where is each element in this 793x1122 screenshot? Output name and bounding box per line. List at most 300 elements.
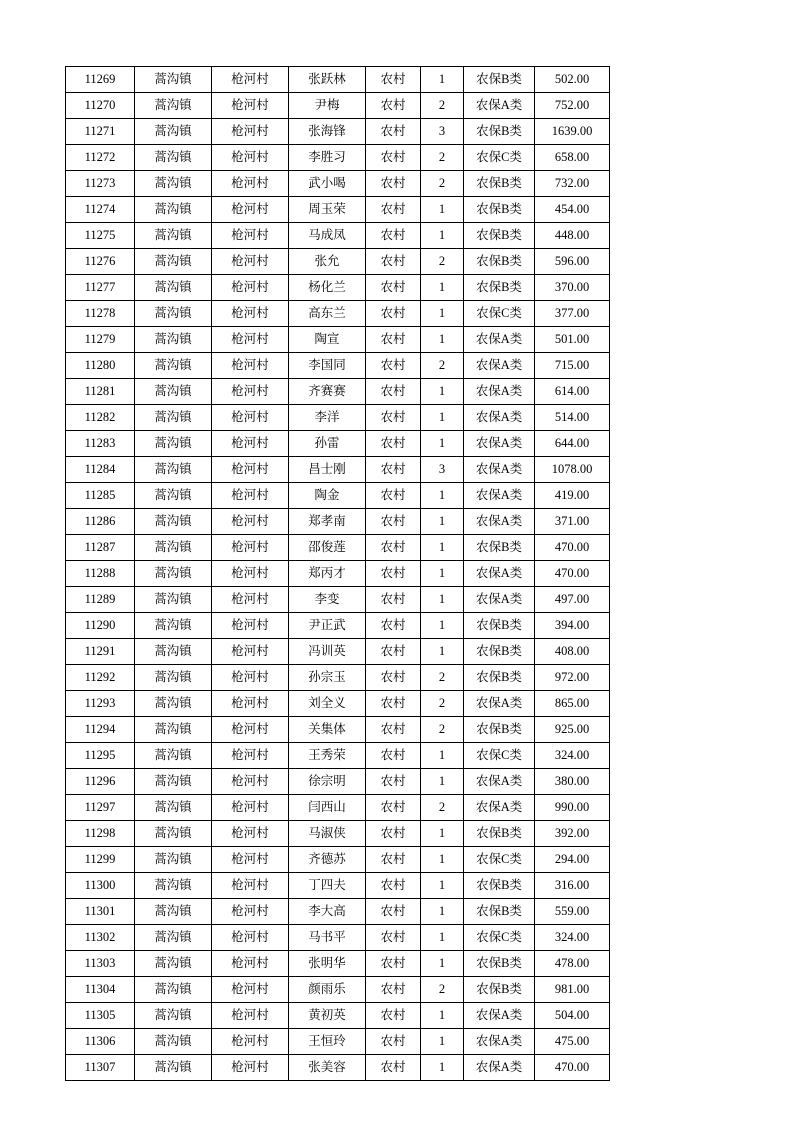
cell-name: 昌士刚 (289, 457, 366, 483)
table-row (66, 977, 610, 1003)
cell-id: 11279 (66, 327, 135, 353)
cell-count: 1 (421, 587, 464, 613)
cell-amount: 316.00 (535, 873, 610, 899)
cell-type: 农村 (366, 93, 421, 119)
cell-category: 农保B类 (464, 275, 535, 301)
table-row (66, 743, 610, 769)
cell-category: 农保A类 (464, 561, 535, 587)
cell-village: 枪河村 (212, 249, 289, 275)
cell-town: 蒿沟镇 (135, 769, 212, 795)
cell-count: 2 (421, 795, 464, 821)
cell-type: 农村 (366, 847, 421, 873)
cell-name: 马成凤 (289, 223, 366, 249)
cell-amount: 501.00 (535, 327, 610, 353)
cell-id: 11270 (66, 93, 135, 119)
cell-name: 王恒玲 (289, 1029, 366, 1055)
cell-name: 齐德苏 (289, 847, 366, 873)
cell-type: 农村 (366, 405, 421, 431)
subsidy-table (65, 66, 610, 1081)
cell-town: 蒿沟镇 (135, 1055, 212, 1081)
cell-name: 武小喝 (289, 171, 366, 197)
cell-id: 11306 (66, 1029, 135, 1055)
cell-name: 杨化兰 (289, 275, 366, 301)
cell-category: 农保A类 (464, 1055, 535, 1081)
cell-count: 2 (421, 977, 464, 1003)
cell-town: 蒿沟镇 (135, 145, 212, 171)
table-row (66, 327, 610, 353)
cell-count: 2 (421, 353, 464, 379)
table-row (66, 951, 610, 977)
cell-id: 11273 (66, 171, 135, 197)
cell-type: 农村 (366, 821, 421, 847)
table-row (66, 249, 610, 275)
cell-type: 农村 (366, 119, 421, 145)
cell-town: 蒿沟镇 (135, 197, 212, 223)
cell-town: 蒿沟镇 (135, 93, 212, 119)
cell-id: 11278 (66, 301, 135, 327)
cell-amount: 294.00 (535, 847, 610, 873)
cell-town: 蒿沟镇 (135, 535, 212, 561)
cell-village: 枪河村 (212, 171, 289, 197)
cell-count: 1 (421, 1055, 464, 1081)
cell-count: 1 (421, 1029, 464, 1055)
cell-name: 孙雷 (289, 431, 366, 457)
cell-type: 农村 (366, 509, 421, 535)
table-row (66, 431, 610, 457)
cell-town: 蒿沟镇 (135, 379, 212, 405)
cell-id: 11297 (66, 795, 135, 821)
cell-name: 张美容 (289, 1055, 366, 1081)
cell-category: 农保A类 (464, 769, 535, 795)
cell-count: 1 (421, 379, 464, 405)
table-row (66, 405, 610, 431)
cell-category: 农保B类 (464, 665, 535, 691)
cell-count: 2 (421, 691, 464, 717)
cell-village: 枪河村 (212, 93, 289, 119)
cell-id: 11304 (66, 977, 135, 1003)
table-row (66, 613, 610, 639)
cell-category: 农保A类 (464, 587, 535, 613)
cell-category: 农保B类 (464, 67, 535, 93)
cell-amount: 514.00 (535, 405, 610, 431)
cell-village: 枪河村 (212, 561, 289, 587)
cell-village: 枪河村 (212, 275, 289, 301)
table-row (66, 301, 610, 327)
table-row (66, 457, 610, 483)
cell-category: 农保B类 (464, 535, 535, 561)
cell-village: 枪河村 (212, 665, 289, 691)
cell-amount: 732.00 (535, 171, 610, 197)
cell-type: 农村 (366, 743, 421, 769)
cell-amount: 644.00 (535, 431, 610, 457)
cell-town: 蒿沟镇 (135, 795, 212, 821)
cell-count: 1 (421, 561, 464, 587)
cell-category: 农保A类 (464, 1029, 535, 1055)
cell-amount: 972.00 (535, 665, 610, 691)
cell-id: 11302 (66, 925, 135, 951)
cell-town: 蒿沟镇 (135, 717, 212, 743)
cell-id: 11269 (66, 67, 135, 93)
cell-id: 11281 (66, 379, 135, 405)
cell-amount: 559.00 (535, 899, 610, 925)
cell-id: 11272 (66, 145, 135, 171)
cell-count: 1 (421, 925, 464, 951)
cell-name: 郑丙才 (289, 561, 366, 587)
cell-name: 齐赛赛 (289, 379, 366, 405)
cell-category: 农保C类 (464, 301, 535, 327)
cell-amount: 377.00 (535, 301, 610, 327)
cell-name: 尹正武 (289, 613, 366, 639)
table-row (66, 665, 610, 691)
cell-village: 枪河村 (212, 847, 289, 873)
cell-village: 枪河村 (212, 951, 289, 977)
cell-count: 1 (421, 301, 464, 327)
cell-id: 11307 (66, 1055, 135, 1081)
cell-amount: 596.00 (535, 249, 610, 275)
cell-type: 农村 (366, 795, 421, 821)
cell-count: 1 (421, 847, 464, 873)
cell-town: 蒿沟镇 (135, 275, 212, 301)
cell-name: 丁四夫 (289, 873, 366, 899)
cell-village: 枪河村 (212, 899, 289, 925)
cell-village: 枪河村 (212, 925, 289, 951)
cell-id: 11282 (66, 405, 135, 431)
cell-category: 农保B类 (464, 119, 535, 145)
cell-category: 农保A类 (464, 483, 535, 509)
table-row (66, 717, 610, 743)
cell-count: 1 (421, 223, 464, 249)
cell-count: 1 (421, 197, 464, 223)
cell-name: 陶宣 (289, 327, 366, 353)
cell-town: 蒿沟镇 (135, 561, 212, 587)
cell-amount: 504.00 (535, 1003, 610, 1029)
cell-town: 蒿沟镇 (135, 301, 212, 327)
cell-amount: 658.00 (535, 145, 610, 171)
cell-type: 农村 (366, 639, 421, 665)
cell-type: 农村 (366, 873, 421, 899)
cell-id: 11288 (66, 561, 135, 587)
table-row (66, 67, 610, 93)
cell-count: 1 (421, 327, 464, 353)
cell-count: 1 (421, 743, 464, 769)
cell-village: 枪河村 (212, 67, 289, 93)
cell-type: 农村 (366, 431, 421, 457)
table-row (66, 171, 610, 197)
cell-type: 农村 (366, 613, 421, 639)
cell-count: 1 (421, 483, 464, 509)
cell-id: 11296 (66, 769, 135, 795)
cell-count: 1 (421, 1003, 464, 1029)
cell-village: 枪河村 (212, 145, 289, 171)
table-row (66, 379, 610, 405)
cell-id: 11290 (66, 613, 135, 639)
cell-type: 农村 (366, 587, 421, 613)
table-row (66, 1003, 610, 1029)
cell-count: 2 (421, 665, 464, 691)
cell-village: 枪河村 (212, 795, 289, 821)
cell-amount: 497.00 (535, 587, 610, 613)
cell-id: 11291 (66, 639, 135, 665)
cell-village: 枪河村 (212, 769, 289, 795)
cell-id: 11284 (66, 457, 135, 483)
table-row (66, 587, 610, 613)
table-row (66, 223, 610, 249)
cell-amount: 865.00 (535, 691, 610, 717)
cell-count: 1 (421, 769, 464, 795)
cell-count: 2 (421, 171, 464, 197)
cell-id: 11280 (66, 353, 135, 379)
cell-type: 农村 (366, 769, 421, 795)
cell-name: 张跃林 (289, 67, 366, 93)
cell-category: 农保A类 (464, 431, 535, 457)
cell-name: 高东兰 (289, 301, 366, 327)
cell-type: 农村 (366, 379, 421, 405)
cell-category: 农保A类 (464, 353, 535, 379)
cell-amount: 478.00 (535, 951, 610, 977)
cell-category: 农保A类 (464, 457, 535, 483)
cell-village: 枪河村 (212, 743, 289, 769)
cell-village: 枪河村 (212, 821, 289, 847)
cell-town: 蒿沟镇 (135, 873, 212, 899)
cell-name: 关集体 (289, 717, 366, 743)
cell-town: 蒿沟镇 (135, 457, 212, 483)
cell-category: 农保A类 (464, 509, 535, 535)
cell-amount: 470.00 (535, 535, 610, 561)
cell-count: 1 (421, 899, 464, 925)
cell-village: 枪河村 (212, 1029, 289, 1055)
cell-type: 农村 (366, 457, 421, 483)
cell-amount: 370.00 (535, 275, 610, 301)
cell-category: 农保B类 (464, 951, 535, 977)
cell-town: 蒿沟镇 (135, 223, 212, 249)
cell-name: 王秀荣 (289, 743, 366, 769)
cell-id: 11298 (66, 821, 135, 847)
table-row (66, 535, 610, 561)
cell-category: 农保B类 (464, 977, 535, 1003)
cell-type: 农村 (366, 275, 421, 301)
table-row (66, 769, 610, 795)
cell-amount: 419.00 (535, 483, 610, 509)
cell-village: 枪河村 (212, 1055, 289, 1081)
table-row (66, 197, 610, 223)
cell-category: 农保C类 (464, 145, 535, 171)
cell-count: 1 (421, 275, 464, 301)
cell-type: 农村 (366, 1029, 421, 1055)
table-row (66, 145, 610, 171)
cell-name: 郑孝南 (289, 509, 366, 535)
table-row (66, 1055, 610, 1081)
cell-type: 农村 (366, 249, 421, 275)
cell-count: 1 (421, 951, 464, 977)
cell-id: 11283 (66, 431, 135, 457)
table-row (66, 873, 610, 899)
cell-town: 蒿沟镇 (135, 665, 212, 691)
cell-type: 农村 (366, 925, 421, 951)
cell-town: 蒿沟镇 (135, 899, 212, 925)
cell-amount: 394.00 (535, 613, 610, 639)
cell-count: 2 (421, 93, 464, 119)
cell-type: 农村 (366, 197, 421, 223)
cell-village: 枪河村 (212, 405, 289, 431)
cell-count: 2 (421, 717, 464, 743)
cell-count: 1 (421, 535, 464, 561)
cell-name: 李变 (289, 587, 366, 613)
cell-amount: 371.00 (535, 509, 610, 535)
cell-category: 农保B类 (464, 613, 535, 639)
cell-count: 3 (421, 457, 464, 483)
cell-village: 枪河村 (212, 353, 289, 379)
cell-town: 蒿沟镇 (135, 691, 212, 717)
cell-amount: 1078.00 (535, 457, 610, 483)
cell-name: 周玉荣 (289, 197, 366, 223)
cell-village: 枪河村 (212, 483, 289, 509)
cell-category: 农保B类 (464, 821, 535, 847)
cell-village: 枪河村 (212, 327, 289, 353)
cell-town: 蒿沟镇 (135, 249, 212, 275)
cell-amount: 1639.00 (535, 119, 610, 145)
cell-amount: 981.00 (535, 977, 610, 1003)
cell-amount: 990.00 (535, 795, 610, 821)
cell-category: 农保A类 (464, 1003, 535, 1029)
cell-category: 农保B类 (464, 249, 535, 275)
cell-type: 农村 (366, 691, 421, 717)
cell-town: 蒿沟镇 (135, 431, 212, 457)
table-row (66, 509, 610, 535)
cell-name: 刘全义 (289, 691, 366, 717)
cell-name: 马书平 (289, 925, 366, 951)
cell-type: 农村 (366, 1055, 421, 1081)
cell-amount: 614.00 (535, 379, 610, 405)
cell-name: 李国同 (289, 353, 366, 379)
cell-village: 枪河村 (212, 457, 289, 483)
cell-type: 农村 (366, 171, 421, 197)
cell-category: 农保A类 (464, 327, 535, 353)
cell-village: 枪河村 (212, 613, 289, 639)
subsidy-table-wrapper (65, 66, 593, 1081)
cell-amount: 324.00 (535, 925, 610, 951)
cell-town: 蒿沟镇 (135, 119, 212, 145)
cell-town: 蒿沟镇 (135, 509, 212, 535)
cell-town: 蒿沟镇 (135, 171, 212, 197)
cell-category: 农保B类 (464, 899, 535, 925)
cell-id: 11305 (66, 1003, 135, 1029)
cell-count: 1 (421, 613, 464, 639)
cell-category: 农保C类 (464, 925, 535, 951)
cell-id: 11303 (66, 951, 135, 977)
cell-id: 11294 (66, 717, 135, 743)
cell-category: 农保B类 (464, 171, 535, 197)
table-row (66, 1029, 610, 1055)
cell-village: 枪河村 (212, 379, 289, 405)
cell-town: 蒿沟镇 (135, 743, 212, 769)
cell-town: 蒿沟镇 (135, 639, 212, 665)
table-row (66, 847, 610, 873)
cell-town: 蒿沟镇 (135, 587, 212, 613)
cell-amount: 408.00 (535, 639, 610, 665)
cell-id: 11271 (66, 119, 135, 145)
cell-amount: 475.00 (535, 1029, 610, 1055)
cell-type: 农村 (366, 353, 421, 379)
cell-type: 农村 (366, 665, 421, 691)
cell-category: 农保A类 (464, 405, 535, 431)
cell-count: 1 (421, 67, 464, 93)
cell-category: 农保B类 (464, 873, 535, 899)
cell-name: 颜雨乐 (289, 977, 366, 1003)
cell-name: 李洋 (289, 405, 366, 431)
cell-village: 枪河村 (212, 431, 289, 457)
cell-id: 11289 (66, 587, 135, 613)
table-row (66, 561, 610, 587)
cell-type: 农村 (366, 327, 421, 353)
cell-id: 11301 (66, 899, 135, 925)
cell-id: 11292 (66, 665, 135, 691)
table-row (66, 353, 610, 379)
cell-name: 马淑侠 (289, 821, 366, 847)
cell-category: 农保A类 (464, 93, 535, 119)
cell-id: 11286 (66, 509, 135, 535)
cell-town: 蒿沟镇 (135, 1029, 212, 1055)
cell-amount: 324.00 (535, 743, 610, 769)
cell-town: 蒿沟镇 (135, 847, 212, 873)
cell-count: 1 (421, 821, 464, 847)
cell-category: 农保B类 (464, 717, 535, 743)
cell-type: 农村 (366, 223, 421, 249)
cell-town: 蒿沟镇 (135, 925, 212, 951)
cell-town: 蒿沟镇 (135, 483, 212, 509)
cell-id: 11275 (66, 223, 135, 249)
table-row (66, 119, 610, 145)
table-row (66, 639, 610, 665)
cell-name: 李胜习 (289, 145, 366, 171)
cell-id: 11287 (66, 535, 135, 561)
cell-name: 闫西山 (289, 795, 366, 821)
cell-count: 1 (421, 639, 464, 665)
cell-town: 蒿沟镇 (135, 67, 212, 93)
cell-amount: 925.00 (535, 717, 610, 743)
cell-name: 黄初英 (289, 1003, 366, 1029)
cell-town: 蒿沟镇 (135, 613, 212, 639)
cell-amount: 380.00 (535, 769, 610, 795)
cell-category: 农保B类 (464, 223, 535, 249)
cell-village: 枪河村 (212, 119, 289, 145)
cell-amount: 448.00 (535, 223, 610, 249)
cell-type: 农村 (366, 483, 421, 509)
cell-town: 蒿沟镇 (135, 977, 212, 1003)
cell-town: 蒿沟镇 (135, 821, 212, 847)
cell-town: 蒿沟镇 (135, 327, 212, 353)
cell-village: 枪河村 (212, 301, 289, 327)
cell-id: 11277 (66, 275, 135, 301)
table-row (66, 925, 610, 951)
cell-type: 农村 (366, 67, 421, 93)
cell-category: 农保B类 (464, 197, 535, 223)
cell-category: 农保B类 (464, 639, 535, 665)
cell-count: 1 (421, 873, 464, 899)
cell-id: 11276 (66, 249, 135, 275)
cell-village: 枪河村 (212, 977, 289, 1003)
cell-id: 11295 (66, 743, 135, 769)
cell-village: 枪河村 (212, 587, 289, 613)
cell-type: 农村 (366, 899, 421, 925)
cell-category: 农保A类 (464, 379, 535, 405)
cell-name: 徐宗明 (289, 769, 366, 795)
cell-count: 1 (421, 405, 464, 431)
cell-town: 蒿沟镇 (135, 405, 212, 431)
cell-type: 农村 (366, 301, 421, 327)
cell-amount: 470.00 (535, 561, 610, 587)
cell-village: 枪河村 (212, 873, 289, 899)
cell-name: 张允 (289, 249, 366, 275)
